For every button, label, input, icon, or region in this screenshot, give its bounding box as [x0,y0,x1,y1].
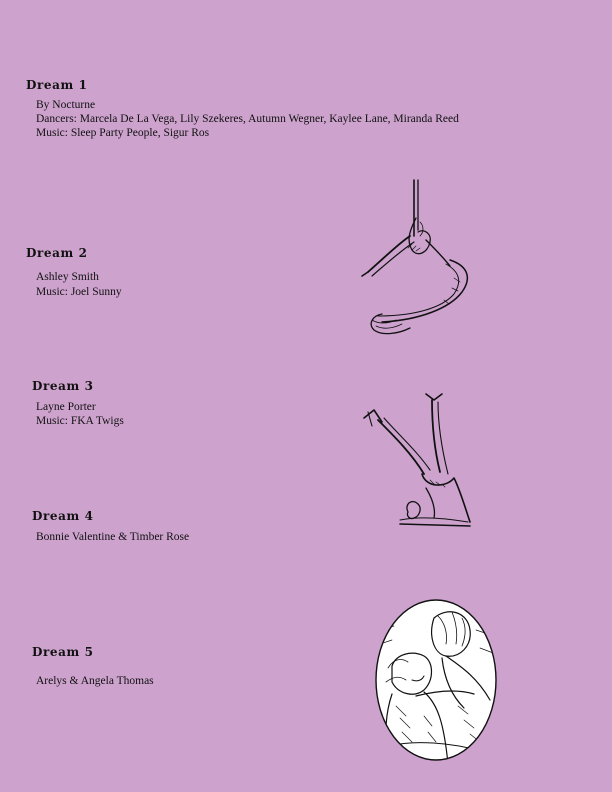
dream-3-title: Dream 3 [32,379,94,393]
dream-4-performers: Bonnie Valentine & Timber Rose [36,531,190,543]
inverted-pose-dancer-illustration [360,390,478,536]
dream-2-music: Music: Joel Sunny [36,286,122,298]
dream-1-dancers: Dancers: Marcela De La Vega, Lily Szekeres, Autumn Wegner, Kaylee Lane, Miranda Reed [36,113,459,125]
dream-1-choreographer: By Nocturne [36,99,96,111]
dream-1-music: Music: Sleep Party People, Sigur Ros [36,127,210,139]
dream-5-title: Dream 5 [32,645,94,659]
dream-2-performer: Ashley Smith [36,271,99,283]
dream-3-music: Music: FKA Twigs [36,415,124,427]
dream-2-title: Dream 2 [26,246,88,260]
embracing-couple-oval-illustration [372,596,500,764]
aerial-silks-dancer-illustration [358,178,478,340]
dream-5-performers: Arelys & Angela Thomas [36,675,154,687]
dream-4-title: Dream 4 [32,509,94,523]
dream-1-title: Dream 1 [26,78,88,92]
dream-3-performer: Layne Porter [36,401,96,413]
